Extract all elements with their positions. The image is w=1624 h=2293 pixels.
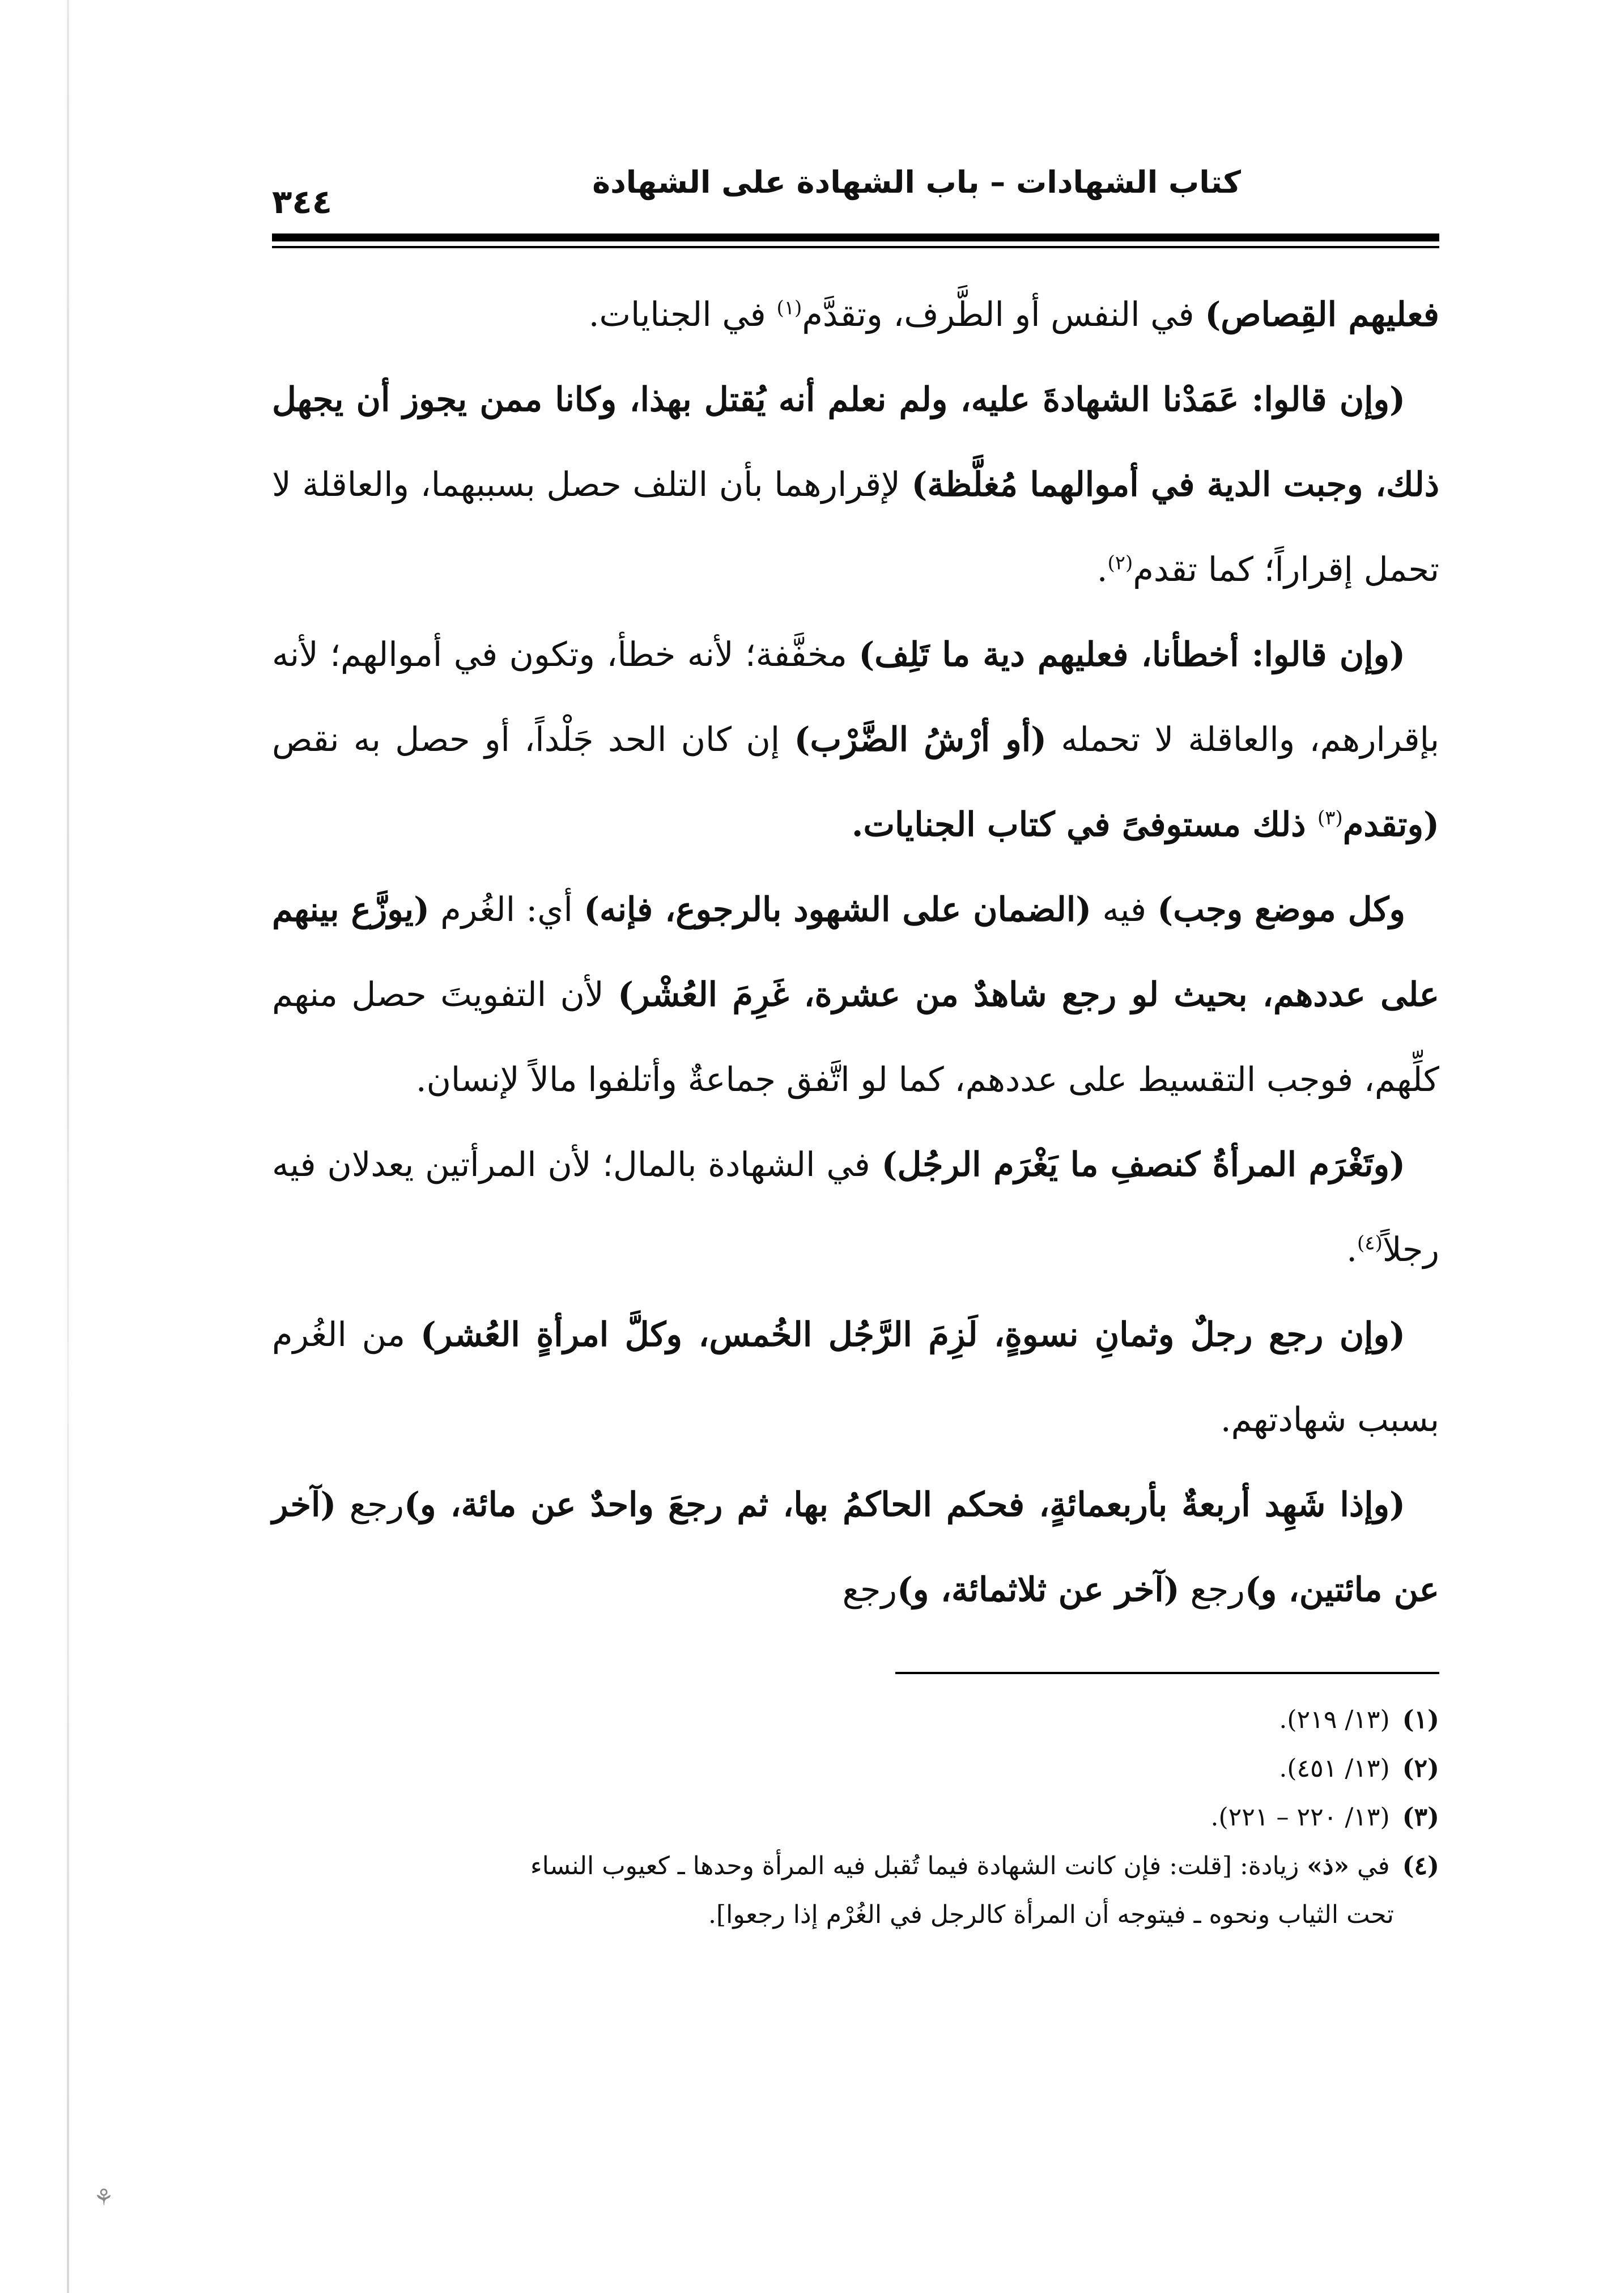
scan-corner-mark: ⚘ — [93, 2185, 114, 2211]
page-number: ٣٤٤ — [272, 182, 333, 221]
p7-bold-c: (آخر عن مائتين، و) — [272, 1485, 1439, 1609]
paragraph-7 — [272, 1462, 1439, 1632]
p3-text-b: مخفَّفة؛ لأنه خطأ، وتكون في أموالهم؛ لأنه بإقرارهم، والعاقلة لا تحمله — [272, 635, 1440, 759]
p2-text-b: لإقرارهما بأن التلف حصل بسببهما، والعاقلة لا تحمل إقراراً؛ كما تقدم — [272, 465, 1439, 589]
paragraph-4 — [272, 867, 1439, 1122]
paragraph-6 — [272, 1292, 1439, 1462]
p4-bold-e: (يوزَّع بينهم على عددهم، بحيث لو رجع شاهدٌ من عشرة، غَرِمَ العُشْر) — [272, 890, 1439, 1014]
p7-text-b: رجع — [336, 1485, 405, 1524]
footnote-number: (١) — [1402, 1705, 1439, 1734]
p3-bold-f: ذلك مستوفىً في كتاب الجنايات. — [851, 805, 1318, 844]
footnote-ref-2[interactable]: (٢) — [1107, 551, 1133, 575]
p2-text-c: . — [1096, 550, 1108, 589]
p7-text-f: رجع — [842, 1570, 897, 1609]
footnote-number: (٤) — [1402, 1852, 1439, 1880]
p5-text-c: . — [1346, 1230, 1358, 1269]
p5-bold-a: (وتَغْرَم المرأةُ كنصفِ ما يَغْرَم الرجُل) — [881, 1145, 1405, 1184]
footnote-text: (١٣/ ٤٥١). — [1279, 1754, 1390, 1783]
paragraph-5 — [272, 1122, 1439, 1292]
footnotes — [272, 1696, 1439, 1939]
scan-binding-edge — [67, 0, 69, 2293]
footnote-number: (٣) — [1402, 1803, 1439, 1832]
p7-bold-a: (وإذا شَهِد أربعةٌ بأربعمائةٍ، فحكم الحاكمُ بها، ثم رجعَ واحدٌ عن مائة، و) — [404, 1485, 1405, 1524]
book-page — [272, 142, 1439, 1939]
p6-bold-a: (وإن رجع رجلٌ وثمانِ نسوةٍ، لَزِمَ الرَّجُل الخُمس، وكلَّ امرأةٍ العُشر) — [420, 1315, 1405, 1354]
p1-bold-a: فعليهم — [1336, 295, 1439, 334]
footnote-text: زيادة: [قلت: فإن كانت الشهادة فيما تُقبل فيه المرأة وحدها ـ كعيوب النساء — [530, 1852, 1307, 1880]
p6-text-b: من الغُرم بسبب شهادتهم. — [272, 1315, 1439, 1439]
footnote-number: (٢) — [1402, 1754, 1439, 1783]
p4-bold-a: وكل موضع وجب) — [1157, 890, 1405, 929]
footnote-2 — [272, 1744, 1439, 1793]
running-title: كتاب الشهادات – باب الشهادة على الشهادة — [592, 164, 1241, 200]
p7-text-d: رجع — [1179, 1570, 1245, 1609]
footnote-prefix: في — [1349, 1852, 1390, 1880]
footnote-ref-4[interactable]: (٤) — [1357, 1232, 1383, 1255]
footnote-separator — [895, 1672, 1439, 1674]
p3-bold-e: (وتقدم — [1342, 805, 1439, 844]
header-rule-thick — [272, 233, 1439, 241]
p3-bold-c: (أو أرْشُ الضَّرْب) — [794, 720, 1047, 759]
footnote-ref-3[interactable]: (٣) — [1317, 806, 1343, 830]
p3-bold-a: (وإن قالوا: أخطأنا، فعليهم دية ما تَلِف) — [858, 635, 1405, 674]
paragraph-2 — [272, 357, 1439, 612]
paragraph-1 — [272, 272, 1439, 357]
footnote-4-continuation: تحت الثياب ونحوه ـ فيتوجه أن المرأة كالرجل في الغُرْم إذا رجعوا]. — [708, 1900, 1394, 1929]
p5-text-b: في الشهادة بالمال؛ لأن المرأتين يعدلان فيه رجلاً — [272, 1145, 1439, 1269]
p1-text-d: في الجنايات. — [588, 295, 777, 334]
p7-bold-e: (آخر عن ثلاثمائة، و) — [896, 1570, 1180, 1609]
footnote-4 — [272, 1842, 1439, 1891]
main-text — [272, 272, 1439, 1632]
footnote-text: (١٣/ ٢٢٠ – ٢٢١). — [1210, 1803, 1390, 1832]
footnote-text: (١٣/ ٢١٩). — [1279, 1705, 1390, 1734]
p4-text-b: فيه — [1091, 890, 1158, 929]
footnote-1 — [272, 1696, 1439, 1744]
header-rule-thin — [272, 246, 1439, 248]
footnote-3 — [272, 1793, 1439, 1842]
footnote-ref-1[interactable]: (١) — [776, 296, 802, 320]
p2-bold-a: (وإن قالوا: عَمَدْنا الشهادةَ عليه، ولم نعلم أنه يُقتل بهذا، وكانا ممن يجوز أن يجهل ذلك، وجبت الدية في أموالهما مُغلَّظة) — [272, 380, 1439, 504]
p1-bold-b: القِصاص) — [1205, 295, 1337, 334]
footnote-source-siglum: «ذ» — [1307, 1852, 1349, 1880]
p1-text-c: في النفس أو الطَّرف، وتقدَّم — [802, 295, 1205, 334]
paragraph-3 — [272, 612, 1439, 867]
p4-bold-c: (الضمان على الشهود بالرجوع، فإنه) — [584, 890, 1092, 929]
p3-text-d: إن كان الحد جَلْداً، أو حصل به نقص — [272, 720, 794, 759]
p4-text-d: أي: الغُرم — [430, 890, 584, 929]
page-header — [272, 142, 1439, 249]
p4-text-f: لأن التفويتَ حصل منهم كلِّهم، فوجب التقسيط على عددهم، كما لو اتَّفق جماعةٌ وأتلفوا مالاً لإنسان. — [272, 975, 1439, 1099]
